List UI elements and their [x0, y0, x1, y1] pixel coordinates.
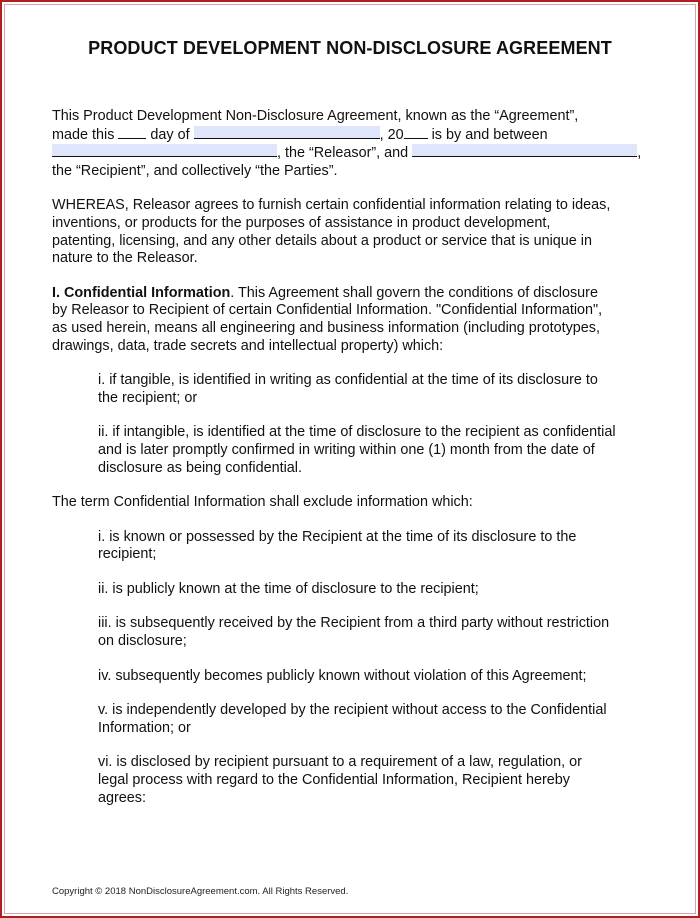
- includes-line: i. if tangible, is identified in writing as confidential at the time of its disclosure to: [98, 372, 598, 389]
- copyright-footer: Copyright © 2018 NonDisclosureAgreement.com. All Rights Reserved.: [52, 886, 349, 897]
- exclude-line: vi. is disclosed by recipient pursuant to a requirement of a law, regulation, or: [98, 754, 582, 771]
- section-1-line: as used herein, means all engineering and business information (including prototypes,: [52, 319, 600, 336]
- whereas-paragraph: [52, 197, 648, 267]
- exclude-item: [52, 615, 648, 650]
- includes-line: and is later promptly confirmed in writing within one (1) month from the date of: [98, 441, 595, 458]
- made-this-label: made this: [52, 126, 115, 143]
- whereas-line: nature to the Releasor.: [52, 250, 198, 267]
- section-1-line-1-rest: . This Agreement shall govern the conditions of disclosure: [230, 284, 598, 301]
- by-and-between-label: is by and between: [431, 126, 548, 143]
- year-prefix-label: , 20: [379, 126, 404, 143]
- section-1-line: drawings, data, trade secrets and intellectual property) which:: [52, 337, 444, 354]
- exclude-line: recipient;: [98, 546, 157, 563]
- exclude-line: iii. is subsequently received by the Recipient from a third party without restriction: [98, 615, 610, 632]
- intro-paragraph: [52, 108, 648, 180]
- section-1-heading: I. Confidential Information: [52, 284, 231, 301]
- exclude-item: [52, 668, 648, 686]
- exclude-line: legal process with regard to the Confidential Information, Recipient hereby: [98, 772, 570, 789]
- section-1-line: by Releasor to Recipient of certain Confidential Information. "Confidential Information",: [52, 302, 603, 319]
- recipient-comma: ,: [637, 145, 642, 162]
- releasor-name-field[interactable]: [52, 144, 277, 157]
- exclude-line: ii. is publicly known at the time of disclosure to the recipient;: [98, 580, 479, 597]
- includes-line: the recipient; or: [98, 389, 198, 406]
- day-of-label: day of: [150, 126, 190, 143]
- whereas-line: inventions, or products for the purposes of assistance in product development,: [52, 214, 551, 231]
- month-field[interactable]: [194, 126, 380, 139]
- day-field[interactable]: [118, 126, 146, 139]
- exclude-line: v. is independently developed by the recipient without access to the Confidential: [98, 702, 607, 719]
- exclude-intro: The term Confidential Information shall exclude information which:: [52, 494, 473, 511]
- intro-line-4: the “Recipient”, and collectively “the Parties”.: [52, 162, 338, 179]
- intro-line-2: [52, 126, 648, 145]
- intro-line-3: [52, 144, 648, 163]
- exclude-item: [52, 702, 648, 737]
- exclude-line: iv. subsequently becomes publicly known without violation of this Agreement;: [98, 667, 587, 684]
- document-body: [52, 108, 648, 807]
- exclude-item: [52, 754, 648, 807]
- whereas-line: patenting, licensing, and any other details about a product or service that is unique in: [52, 232, 592, 249]
- exclude-line: agrees:: [98, 789, 146, 806]
- releasor-label: , the “Releasor”, and: [277, 145, 409, 162]
- exclude-line: i. is known or possessed by the Recipient at the time of its disclosure to the: [98, 528, 577, 545]
- year-field[interactable]: [404, 126, 428, 139]
- section-confidential-information: [52, 285, 648, 355]
- exclude-item: [52, 581, 648, 599]
- document-title: PRODUCT DEVELOPMENT NON-DISCLOSURE AGREEMENT: [88, 38, 612, 58]
- exclude-line: Information; or: [98, 719, 191, 736]
- intro-line-1: This Product Development Non-Disclosure Agreement, known as the “Agreement”,: [52, 108, 579, 124]
- exclude-line: on disclosure;: [98, 633, 187, 650]
- whereas-line: WHEREAS, Releasor agrees to furnish certain confidential information relating to ideas,: [52, 197, 611, 214]
- section-1-line-1: [52, 285, 648, 303]
- recipient-name-field[interactable]: [412, 144, 637, 157]
- includes-item: [52, 372, 648, 407]
- includes-line: ii. if intangible, is identified at the time of disclosure to the recipient as confidential: [98, 424, 616, 441]
- includes-item: [52, 424, 648, 477]
- includes-line: disclosure as being confidential.: [98, 459, 302, 476]
- exclude-item: [52, 529, 648, 564]
